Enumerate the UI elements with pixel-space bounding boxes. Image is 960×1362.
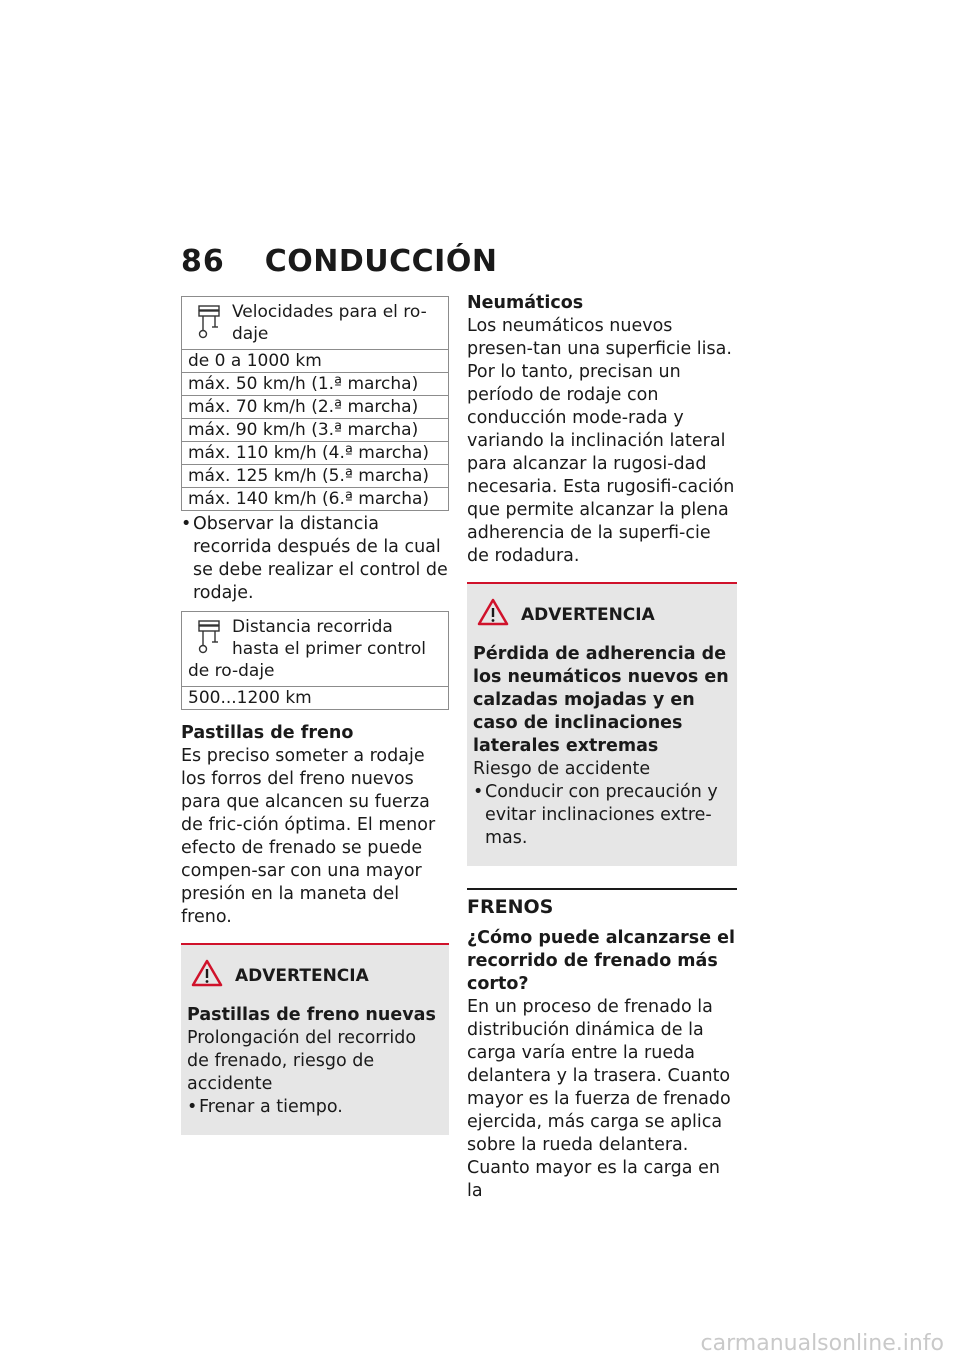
table-row: máx. 110 km/h (4.ª marcha) [182,442,449,465]
list-item-text: Observar la distancia recorrida después de la cual se debe realizar el control de rodaje. [193,514,448,603]
page-header [181,244,497,279]
section-divider [467,888,737,919]
table-heading [182,297,449,350]
list-item [181,513,449,605]
table-row: máx. 50 km/h (1.ª marcha) [182,373,449,396]
table-heading-text: Distancia recorrida hasta el primer control de ro-daje [188,617,426,681]
question-heading: ¿Cómo puede alcanzarse el recorrido de frenado más corto? [467,928,736,994]
warning-title-row [473,598,731,633]
list-item-text: Frenar a tiempo. [199,1097,343,1117]
warning-subtitle: Pérdida de adherencia de los neumáticos nuevos en calzadas mojadas y en caso de inclinaciones laterales extremas [473,644,729,756]
table-row: máx. 90 km/h (3.ª marcha) [182,419,449,442]
warning-text: Prolongación del recorrido de frenado, riesgo de accidente [187,1028,417,1094]
list-item-text: Conducir con precaución y evitar inclinaciones extre-mas. [485,782,718,848]
brakes-text: Es preciso someter a rodaje los forros del freno nuevos para que alcancen su fuerza de fric-ción óptima. El menor efecto de frenado se puede compen-sar con una mayor presión en la maneta del freno. [181,746,436,927]
warning-title: ADVERTENCIA [235,966,369,986]
chapter-title: CONDUCCIÓN [264,244,498,279]
table-heading-text: Velocidades para el ro-daje [232,302,427,344]
brakes-heading: Pastillas de freno [181,723,354,743]
table-row: máx. 140 km/h (6.ª marcha) [182,488,449,511]
table-row: máx. 125 km/h (5.ª marcha) [182,465,449,488]
break-in-speeds-table [181,296,449,511]
warning-box [467,582,737,866]
list-item [187,1096,443,1119]
list-item [473,781,731,850]
warning-triangle-icon [477,598,521,633]
bullet-marker: • [473,782,484,802]
warning-subtitle: Pastillas de freno nuevas [187,1005,436,1025]
right-column [467,292,737,1203]
answer-text: En un proceso de frenado la distribución dinámica de la carga varía entre la rueda delantera y la trasera. Cuanto mayor es la fuerza de frenado ejercida, más carga se aplica sobre la rueda delantera. Cuanto mayor es la carga en la [467,997,731,1201]
section-title: FRENOS [467,896,554,918]
bullet-marker: • [187,1097,198,1117]
table-row: 500...1200 km [182,687,449,710]
piston-spec-icon [188,301,228,345]
table-row: máx. 70 km/h (2.ª marcha) [182,396,449,419]
piston-spec-icon [188,616,228,660]
warning-text: Riesgo de accidente [473,759,651,779]
bullet-marker: • [181,514,192,534]
tyres-heading: Neumáticos [467,293,584,313]
warning-box [181,943,449,1135]
page-number: 86 [181,244,225,279]
warning-triangle-icon [191,959,235,994]
left-column [181,296,449,1135]
tyres-text: Los neumáticos nuevos presen-tan una superficie lisa. Por lo tanto, precisan un período de rodaje con conducción mode-rada y variando la inclinación lateral para alcanzar la rugosi-dad necesaria. Esta rugosifi-cación que permite alcanzar la plena adherencia de la superfi-cie de rodadura. [467,316,735,566]
first-check-table [181,611,449,710]
table-heading [182,612,449,687]
warning-title: ADVERTENCIA [521,605,655,625]
watermark: carmanualsonline.info [700,1331,944,1356]
warning-title-row [187,959,443,994]
table-row: de 0 a 1000 km [182,350,449,373]
